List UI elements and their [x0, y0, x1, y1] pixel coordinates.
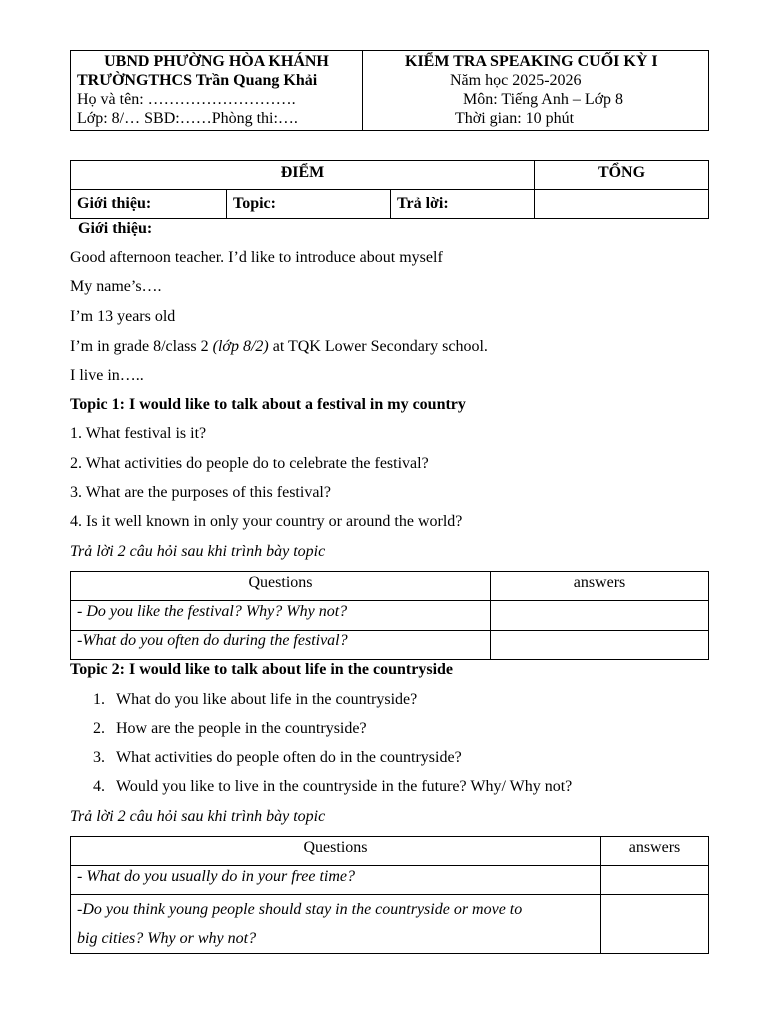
- org-name: UBND PHƯỜNG HÒA KHÁNH: [104, 53, 329, 70]
- school-year: Năm học 2025-2026: [450, 72, 582, 89]
- topic1-question: 1. What festival is it?: [70, 425, 207, 442]
- time-line: Thời gian: 10 phút: [455, 110, 575, 127]
- subject-line: Môn: Tiếng Anh – Lớp 8: [463, 91, 624, 108]
- total-header: TỔNG: [535, 161, 709, 190]
- topic2-qa-table: [70, 836, 709, 954]
- student-name-line: Họ và tên: ……………………….: [77, 91, 296, 108]
- topic2-question: [93, 719, 367, 739]
- class-line: Lớp: 8/… SBD:……Phòng thi:….: [77, 110, 298, 127]
- table-question: - What do you usually do in your free time?: [71, 866, 601, 895]
- topic2-instruction: Trả lời 2 câu hỏi sau khi trình bày topic: [70, 808, 326, 825]
- topic1-question: 2. What activities do people do to celebrate the festival?: [70, 455, 429, 472]
- question-number: 1.: [93, 691, 105, 708]
- intro-line: My name’s….: [70, 278, 162, 295]
- answer-cell[interactable]: [491, 631, 709, 660]
- question-number: 3.: [93, 749, 105, 766]
- score-intro-label: Giới thiệu:: [71, 190, 227, 219]
- score-topic-label: Topic:: [227, 190, 391, 219]
- total-score-cell[interactable]: [535, 190, 709, 219]
- answer-cell[interactable]: [601, 866, 709, 895]
- topic1-question: 3. What are the purposes of this festival?: [70, 484, 331, 501]
- intro-heading: Giới thiệu:: [78, 220, 153, 237]
- header-left-cell: [71, 51, 363, 131]
- intro-text-note: (lớp 8/2): [212, 338, 269, 355]
- answers-header: answers: [491, 572, 709, 601]
- intro-line: I live in…..: [70, 367, 144, 384]
- questions-header: Questions: [71, 572, 491, 601]
- table-question-line: -Do you think young people should stay in the countryside or move to: [77, 901, 523, 918]
- intro-line: [70, 337, 488, 357]
- question-number: 2.: [93, 720, 105, 737]
- score-answer-label: Trả lời:: [391, 190, 535, 219]
- table-question-line: big cities? Why or why not?: [77, 930, 257, 947]
- intro-line: Good afternoon teacher. I’d like to introduce about myself: [70, 249, 443, 266]
- topic2-question: [93, 748, 462, 768]
- question-text: Would you like to live in the countryside in the future? Why/ Why not?: [116, 778, 573, 795]
- topic1-question: 4. Is it well known in only your country or around the world?: [70, 513, 463, 530]
- intro-text: at TQK Lower Secondary school.: [268, 338, 488, 355]
- table-question: [71, 895, 601, 954]
- question-text: What activities do people often do in the countryside?: [116, 749, 462, 766]
- questions-header: Questions: [71, 837, 601, 866]
- school-name: TRƯỜNGTHCS Trần Quang Khải: [77, 72, 318, 89]
- table-question: -What do you often do during the festival?: [71, 631, 491, 660]
- topic1-title: Topic 1: I would like to talk about a festival in my country: [70, 396, 466, 413]
- table-question: - Do you like the festival? Why? Why not?: [71, 601, 491, 631]
- exam-title: KIỂM TRA SPEAKING CUỐI KỲ I: [405, 53, 658, 70]
- answer-cell[interactable]: [491, 601, 709, 631]
- question-text: How are the people in the countryside?: [116, 720, 367, 737]
- answer-cell[interactable]: [601, 895, 709, 954]
- header-right-cell: [363, 51, 709, 131]
- topic2-title: Topic 2: I would like to talk about life in the countryside: [70, 661, 454, 678]
- intro-line: I’m 13 years old: [70, 308, 176, 325]
- question-text: What do you like about life in the countryside?: [116, 691, 418, 708]
- header-table: [70, 50, 709, 131]
- answers-header: answers: [601, 837, 709, 866]
- score-table: [70, 160, 709, 219]
- score-header: ĐIỂM: [71, 161, 535, 190]
- intro-text: I’m in grade 8/class 2: [70, 338, 213, 355]
- question-number: 4.: [93, 778, 105, 795]
- topic1-qa-table: [70, 571, 709, 660]
- topic2-question: [93, 690, 417, 710]
- topic1-instruction: Trả lời 2 câu hỏi sau khi trình bày topic: [70, 543, 326, 560]
- topic2-question: [93, 777, 572, 797]
